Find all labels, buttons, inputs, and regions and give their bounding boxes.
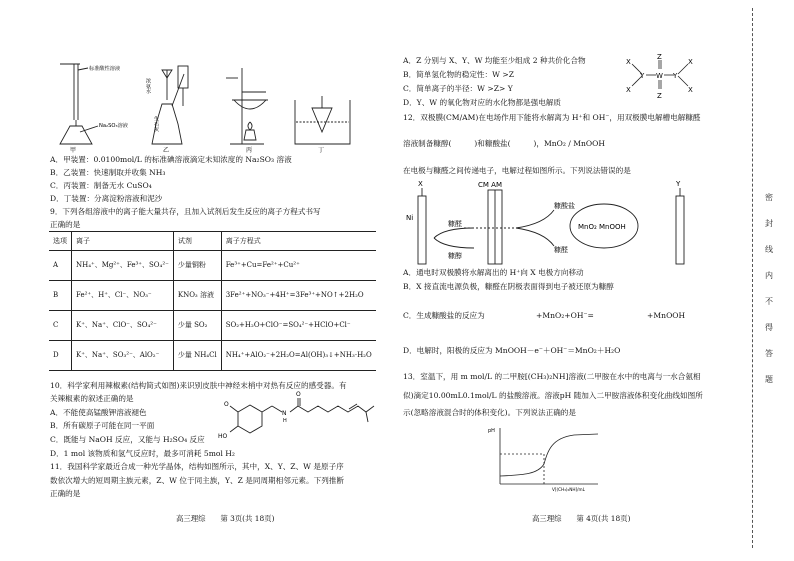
q10-option-c: C．既能与 NaOH 反应，又能与 H₂SO₄ 反应 <box>50 435 205 444</box>
titration-curve <box>500 434 598 476</box>
table-cell: B <box>49 281 72 311</box>
q9-header-option: 选项 <box>49 232 72 251</box>
seal-char: 得 <box>765 323 773 332</box>
apparatus-label-na2so3: Na₂SO₃溶液 <box>99 123 128 129</box>
table-cell: 少量 SO₂ <box>173 311 221 341</box>
q9-stem-line-2: 正确的是 <box>50 220 81 229</box>
furfural-label-left: 糠醛 <box>448 220 462 228</box>
q13-stem-line-1: 13．室温下，用 m mol/L 的二甲胺[(CH₃)₂NH]溶液(二甲胺在水中的电离与一水合氨相 <box>403 372 701 381</box>
filtration-setup-figure <box>295 96 350 144</box>
table-cell: SO₂+H₂O+ClO⁻=SO₄²⁻+HClO+Cl⁻ <box>221 311 376 341</box>
struct-z-top: Z <box>657 53 662 61</box>
table-cell: 少量 NH₄Cl <box>173 341 221 371</box>
right-page-footer: 高三理综 第 4页(共 18页) <box>532 514 631 523</box>
apparatus-label-jia: 甲 <box>70 147 77 154</box>
q12-stem-line-2: 溶液制备糠醇( )和糠酸盐( )，MnO₂ / MnOOH <box>403 139 606 148</box>
chart-x-label: V[(CH₃)₂NH]/mL <box>552 487 585 492</box>
table-cell: A <box>49 251 72 281</box>
table-cell: Fe³⁺+Cu=Fe²⁺+Cu²⁺ <box>221 251 376 281</box>
table-cell: C <box>49 311 72 341</box>
q13-stem-line-3: 示(忽略溶液混合时的体积变化)。下列说法正确的是 <box>403 408 576 417</box>
q8-option-d: D．丁装置：分离淀粉溶液和泥沙 <box>50 194 163 203</box>
q10-option-a: A．不能使高锰酸钾溶液褪色 <box>50 408 147 417</box>
q9-header-reagent: 试剂 <box>173 232 221 251</box>
q12-stem-line-3: 在电极与糠醛之间传递电子，电解过程如图所示。下列说法错误的是 <box>403 166 631 175</box>
furfural-label-right: 糠醛 <box>554 246 568 254</box>
ammonia-setup-figure <box>152 66 188 144</box>
struct-n-label: N <box>282 410 287 417</box>
q9-header-equation: 离子方程式 <box>221 232 376 251</box>
q10-stem-line-1: 10．科学家利用辣椒素(结构简式如图)来识别皮肤中神经末梢中对热有反应的感受器。有 <box>50 381 347 390</box>
struct-w: W <box>656 72 663 80</box>
electrolysis-cell-figure <box>404 180 694 270</box>
table-cell: 3Fe²⁺+NO₃⁻+4H⁺=3Fe³⁺+NO↑+2H₂O <box>221 281 376 311</box>
q9-stem-line-1: 9．下列各组溶液中的离子能大量共存，且加入试剂后发生反应的离子方程式书写 <box>50 207 321 216</box>
q9-table-header <box>49 232 376 251</box>
crystal-structure-figure <box>622 52 698 102</box>
apparatus-label-quicklime: 生石灰 <box>153 116 159 132</box>
seal-char: 密 <box>765 193 773 202</box>
table-cell: Fe²⁺、H⁺、Cl⁻、NO₃⁻ <box>72 281 174 311</box>
struct-oh-label: HO <box>218 433 228 440</box>
left-page-footer: 高三理综 第 3页(共 18页) <box>176 514 275 523</box>
q8-option-b: B．乙装置：快速制取并收集 NH₃ <box>50 168 166 177</box>
seal-char: 封 <box>765 219 773 228</box>
burette-setup-figure <box>60 64 98 144</box>
apparatus-label-kmno4: 标准酸性溶液 <box>89 66 121 72</box>
struct-co-label: O <box>296 391 301 398</box>
struct-x-br: X <box>688 86 693 94</box>
q10-stem-line-2: 关辣椒素的叙述正确的是 <box>50 394 134 403</box>
seal-char: 线 <box>765 245 773 254</box>
q12-option-c: C．生成糠酸盐的反应为 <box>403 311 485 320</box>
table-cell: K⁺、Na⁺、SO₃²⁻、AlO₂⁻ <box>72 341 174 371</box>
table-row <box>49 311 376 341</box>
apparatus-label-bing: 丙 <box>246 147 253 154</box>
q11-option-a: A．Z 分别与 X、Y、W 均能至少组成 2 种共价化合物 <box>403 56 586 65</box>
table-cell: KNO₃ 溶液 <box>173 281 221 311</box>
capsaicin-structure-figure <box>218 391 378 448</box>
q8-option-a: A．甲装置：0.0100mol/L 的标准碘溶液滴定未知浓度的 Na₂SO₃ 溶液 <box>50 155 292 164</box>
furoate-label: 糠酸盐 <box>554 202 575 210</box>
table-cell: 少量铜粉 <box>173 251 221 281</box>
table-row <box>49 281 376 311</box>
titration-curve-figure <box>488 424 604 492</box>
q12-option-c-equation: +MnO₂+OH⁻= +MnOOH <box>536 311 686 320</box>
seal-char: 内 <box>765 271 773 280</box>
q12-option-d: D．电解时，阳极的反应为 MnOOH－e⁻＋OH⁻＝MnO₂＋H₂O <box>403 346 621 355</box>
apparatus-label-yi: 乙 <box>163 147 170 154</box>
struct-x-bl: X <box>626 86 631 94</box>
q11-option-d: D．Y、W 的氧化物对应的水化物都是强电解质 <box>403 98 562 107</box>
table-cell: NH₄⁺+AlO₂⁻+2H₂O=Al(OH)₃↓+NH₃·H₂O <box>221 341 376 371</box>
table-row <box>49 251 376 281</box>
table-cell: D <box>49 341 72 371</box>
seal-char: 题 <box>765 375 773 384</box>
struct-x-tl: X <box>626 58 631 66</box>
q13-stem-line-2: 似)滴定10.00mL0.1mol/L 的盐酸溶液。溶液pH 随加入二甲胺溶液体积变化曲线如图所 <box>403 391 703 400</box>
electrode-y-label: Y <box>676 180 681 188</box>
struct-ome-label: O <box>224 401 229 408</box>
q10-option-d: D．1 mol 该物质和氢气反应时，最多可消耗 5mol H₂ <box>50 449 235 458</box>
seal-char: 答 <box>765 349 773 358</box>
q8-option-c: C．丙装置：制备无水 CuSO₄ <box>50 181 152 190</box>
struct-y-left: Y <box>640 72 645 80</box>
q11-option-b: B．简单氢化物的稳定性：W >Z <box>403 70 514 79</box>
apparatus-figures <box>50 60 370 152</box>
q11-option-c: C．简单离子的半径：W >Z> Y <box>403 84 513 93</box>
table-cell: K⁺、Na⁺、ClO⁻、SO₄²⁻ <box>72 311 174 341</box>
furfuryl-alcohol-label: 糠醇 <box>448 252 462 260</box>
q12-option-a: A．通电时双极膜将水解离出的 H⁺向 X 电极方向移动 <box>403 268 584 277</box>
mn-cycle-label: MnO₂ MnOOH <box>578 223 626 231</box>
q11-stem-line-1: 11．我国科学家最近合成一种光学晶体，结构如图所示，其中，X、Y、Z、W 是原子序 <box>50 462 344 471</box>
q10-option-b: B．所有碳原子可能在同一平面 <box>50 421 155 430</box>
table-row <box>49 341 376 371</box>
membrane-label: CM AM <box>478 181 502 189</box>
electrode-x-label: X <box>418 180 423 188</box>
chart-y-label: pH <box>488 428 495 434</box>
struct-y-right: Y <box>673 72 678 80</box>
ni-electrode-label: Ni <box>406 214 414 222</box>
q9-table <box>49 231 376 371</box>
struct-z-bottom: Z <box>657 92 662 100</box>
apparatus-label-ammonia: 浓氨水 <box>145 78 151 94</box>
struct-h-label: H <box>283 418 287 424</box>
evaporation-setup-figure <box>226 68 268 144</box>
apparatus-label-ding: 丁 <box>318 147 325 154</box>
seal-line <box>752 8 754 548</box>
q9-header-ions: 离子 <box>72 232 174 251</box>
q12-stem-line-1: 12．双极膜(CM/AM)在电场作用下能将水解离为 H⁺和 OH⁻，用双极膜电解槽电解糠醛 <box>403 113 701 122</box>
table-cell: NH₄⁺、Mg²⁺、Fe³⁺、SO₄²⁻ <box>72 251 174 281</box>
q11-stem-line-2: 数依次增大的短周期主族元素，Z、W 位于同主族，Y、Z 是同周期相邻元素。下列推断 <box>50 476 344 485</box>
seal-char: 不 <box>765 297 773 306</box>
q11-stem-line-3: 正确的是 <box>50 489 81 498</box>
struct-x-tr: X <box>688 58 693 66</box>
q12-option-b: B．X 接直流电源负极，糠醛在阴极表面得到电子被还原为糠醇 <box>403 282 614 291</box>
